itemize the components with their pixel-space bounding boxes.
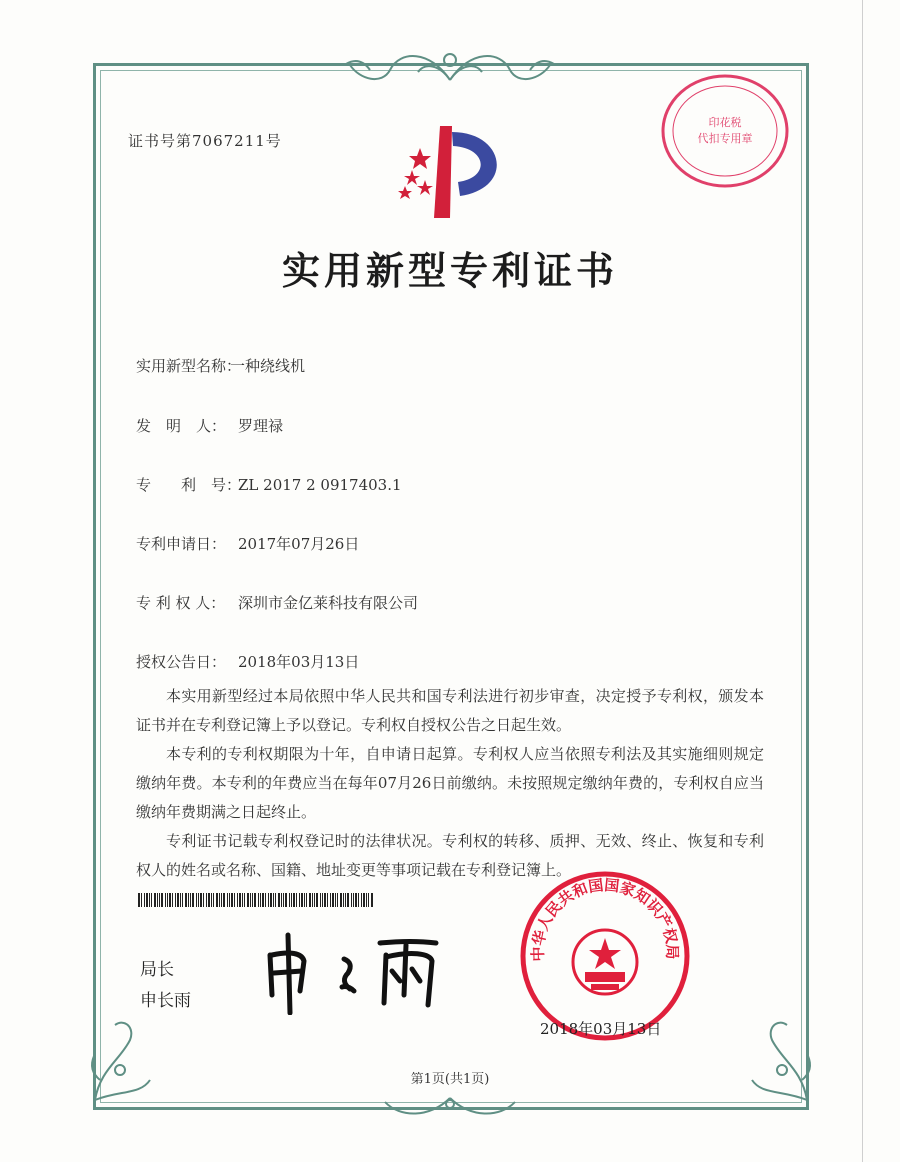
barcode-bar (144, 893, 145, 907)
director-signature (260, 925, 460, 1015)
barcode-bar (301, 893, 303, 907)
bottom-left-ornament (80, 1000, 170, 1110)
barcode-bar (289, 893, 290, 907)
field-label: 发 明 人： (136, 417, 227, 435)
field-label: 专 利 权 人： (136, 594, 226, 612)
field-utility-model-name (136, 355, 305, 376)
ip-office-seal (519, 870, 691, 1042)
director-title: 局长 (140, 960, 174, 980)
barcode-bar (293, 893, 295, 907)
barcode-bar (208, 893, 210, 907)
barcode-bar (138, 893, 140, 907)
barcode-bar (149, 893, 150, 907)
barcode-bar (185, 893, 187, 907)
barcode-bar (244, 893, 245, 907)
body-paragraph-3: 专利证书记载专利权登记时的法律状况。专利权的转移、质押、无效、终止、恢复和专利权人的姓名或名称、国籍、地址变更等事项记载在专利登记簿上。 (136, 832, 764, 879)
barcode-bar (206, 893, 207, 907)
field-value: ZL 2017 2 0917403.1 (238, 476, 402, 494)
barcode-bar (265, 893, 266, 907)
barcode-bar (312, 893, 313, 907)
barcode-bar (180, 893, 181, 907)
tax-stamp-seal (659, 72, 791, 190)
bottom-right-ornament (732, 1000, 822, 1110)
field-value: 罗理禄 (238, 417, 284, 435)
barcode-bar (351, 893, 352, 907)
barcode-bar (291, 893, 292, 907)
barcode-bar (169, 893, 171, 907)
barcode-bar (309, 893, 311, 907)
barcode-bar (151, 893, 152, 907)
barcode-bar (361, 893, 362, 907)
body-paragraph-2: 本专利的专利权期限为十年，自申请日起算。专利权人应当依照专利法及其实施细则规定缴纳年费。本专利的年费应当在每年07月26日前缴纳。未按照规定缴纳年费的，专利权自应当缴纳年费期满之日起终止。 (136, 745, 764, 821)
barcode-bar (358, 893, 359, 907)
barcode-bar (216, 893, 218, 907)
barcode-bar (146, 893, 148, 907)
barcode-bar (165, 893, 166, 907)
barcode-bar (306, 893, 307, 907)
certificate-title: 实用新型专利证书 (281, 248, 618, 293)
barcode-bar (283, 893, 284, 907)
barcode-bar (234, 893, 235, 907)
barcode-bar (229, 893, 230, 907)
barcode-bar (237, 893, 238, 907)
barcode-bar (159, 893, 160, 907)
barcode-bar (161, 893, 163, 907)
barcode-bar (198, 893, 199, 907)
barcode-bar (304, 893, 305, 907)
barcode-bar (231, 893, 233, 907)
barcode-bar (154, 893, 156, 907)
field-inventor (136, 415, 283, 436)
barcode-bar (275, 893, 276, 907)
barcode-bar (203, 893, 204, 907)
barcode-bar (221, 893, 222, 907)
barcode-bar (258, 893, 259, 907)
barcode-bar (200, 893, 202, 907)
barcode-bar (247, 893, 249, 907)
barcode-bar (355, 893, 357, 907)
barcode-bar (322, 893, 323, 907)
barcode-bar (314, 893, 315, 907)
barcode-bar (227, 893, 228, 907)
director-name: 申长雨 (140, 991, 191, 1011)
barcode-bar (213, 893, 214, 907)
barcode-bar (343, 893, 344, 907)
field-label: 实用新型名称： (136, 357, 242, 375)
barcode-bar (320, 893, 321, 907)
field-value: 2017年07月26日 (238, 535, 360, 553)
barcode-bar (182, 893, 183, 907)
barcode-bar (337, 893, 338, 907)
field-application-date (136, 533, 359, 554)
barcode-bar (167, 893, 168, 907)
barcode-bar (327, 893, 328, 907)
seal-top-line1: 印花税 (708, 116, 742, 129)
field-value: 一种绕线机 (230, 357, 306, 375)
barcode-bar (239, 893, 241, 907)
barcode-bar (335, 893, 336, 907)
barcode-bar (366, 893, 367, 907)
page-number: 第1页(共1页) (410, 1072, 490, 1087)
seal-top-line2: 代扣专用章 (697, 132, 753, 145)
barcode-bar (281, 893, 282, 907)
barcode-bar (175, 893, 176, 907)
barcode-bar (190, 893, 191, 907)
barcode-bar (285, 893, 287, 907)
body-paragraph-1: 本实用新型经过本局依照中华人民共和国专利法进行初步审查，决定授予专利权，颁发本证书并在专利登记簿上予以登记。专利权自授权公告之日起生效。 (136, 687, 764, 734)
barcode-bar (254, 893, 256, 907)
barcode-bar (192, 893, 194, 907)
barcode-bar (363, 893, 365, 907)
barcode-bar (262, 893, 264, 907)
barcode-bar (268, 893, 269, 907)
barcode (138, 893, 374, 907)
field-label: 专 利 号： (136, 476, 242, 494)
scan-edge-line (862, 0, 863, 1162)
barcode-bar (196, 893, 197, 907)
barcode-bar (368, 893, 369, 907)
barcode-bar (347, 893, 349, 907)
barcode-bar (332, 893, 334, 907)
issue-date: 2018年03月13日 (540, 1020, 662, 1038)
bottom-ornament (330, 1090, 570, 1120)
barcode-bar (172, 893, 173, 907)
barcode-bar (177, 893, 179, 907)
field-value: 深圳市金亿莱科技有限公司 (238, 594, 419, 612)
barcode-bar (316, 893, 318, 907)
field-grant-announcement-date (136, 651, 359, 672)
barcode-bar (260, 893, 261, 907)
patent-office-logo (380, 118, 520, 228)
barcode-bar (296, 893, 297, 907)
seal-main-text: 中华人民共和国国家知识产权局 (528, 876, 682, 962)
barcode-bar (371, 893, 373, 907)
barcode-bar (299, 893, 300, 907)
top-ornament (330, 40, 570, 90)
barcode-bar (252, 893, 253, 907)
barcode-bar (340, 893, 342, 907)
barcode-bar (353, 893, 354, 907)
barcode-bar (219, 893, 220, 907)
field-label: 授权公告日： (136, 653, 227, 671)
barcode-bar (270, 893, 272, 907)
barcode-bar (345, 893, 346, 907)
field-value: 2018年03月13日 (238, 653, 360, 671)
barcode-bar (188, 893, 189, 907)
barcode-bar (223, 893, 225, 907)
barcode-bar (273, 893, 274, 907)
certificate-body-text (136, 682, 764, 885)
field-patent-number (136, 474, 402, 495)
barcode-bar (278, 893, 280, 907)
field-patentee (136, 592, 418, 613)
barcode-bar (141, 893, 142, 907)
barcode-bar (250, 893, 251, 907)
barcode-bar (324, 893, 326, 907)
barcode-bar (211, 893, 212, 907)
certificate-number: 证书号第7067211号 (128, 132, 282, 150)
barcode-bar (242, 893, 243, 907)
barcode-bar (157, 893, 158, 907)
field-label: 专利申请日： (136, 535, 227, 553)
barcode-bar (330, 893, 331, 907)
